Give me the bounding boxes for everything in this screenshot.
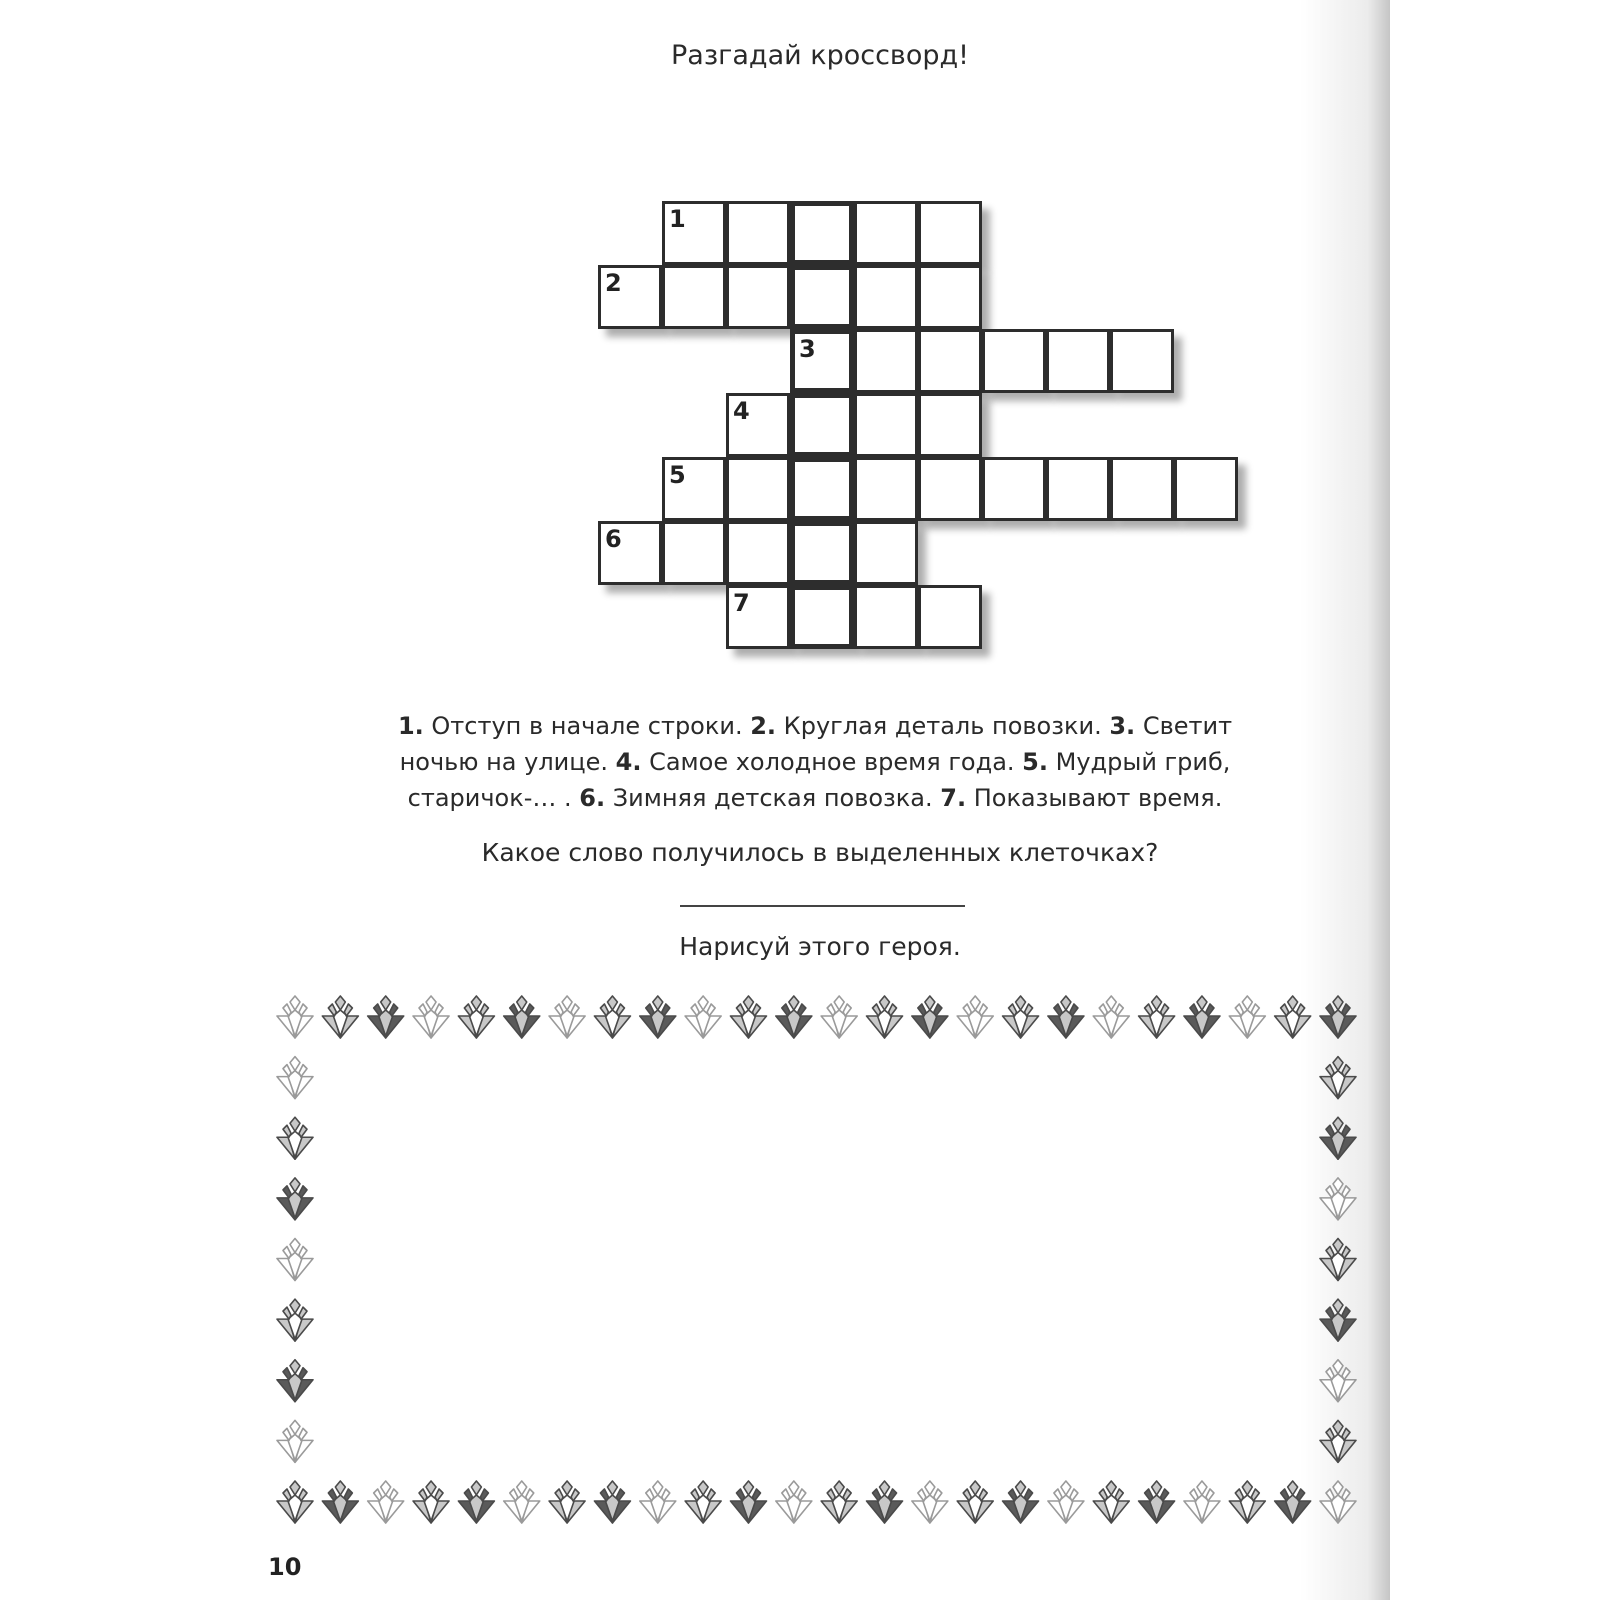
ice-crystal-flower-icon xyxy=(1184,996,1220,1038)
ice-crystal-flower-icon xyxy=(730,1481,766,1523)
clue-number: 5 xyxy=(669,461,686,489)
clue-number: 7 xyxy=(733,589,750,617)
clue-number: 2 xyxy=(605,269,622,297)
ice-crystal-flower-icon xyxy=(1139,996,1175,1038)
ice-crystal-flower-icon xyxy=(1320,1360,1356,1402)
ice-crystal-flower-icon xyxy=(957,1481,993,1523)
ice-crystal-flower-icon xyxy=(867,996,903,1038)
ice-crystal-flower-icon xyxy=(277,1481,313,1523)
ice-crystal-flower-icon xyxy=(1320,1239,1356,1281)
clue-number: 3. xyxy=(1109,712,1136,740)
clue-text: Круглая деталь повозки. xyxy=(776,712,1110,740)
ice-crystal-flower-icon xyxy=(867,1481,903,1523)
clue-number: 1. xyxy=(397,712,424,740)
clue-text: Светит ночью на улице. xyxy=(399,712,1233,776)
ice-crystal-flower-icon xyxy=(685,1481,721,1523)
ice-crystal-flower-icon xyxy=(1229,1481,1265,1523)
draw-caption: Нарисуй этого героя. xyxy=(679,932,961,961)
ice-crystal-flower-icon xyxy=(1139,1481,1175,1523)
drawing-area[interactable] xyxy=(330,1060,1290,1480)
clue-text: Самое холодное время года. xyxy=(641,748,1023,776)
ice-crystal-flower-icon xyxy=(1003,996,1039,1038)
ice-crystal-flower-icon xyxy=(776,1481,812,1523)
ice-crystal-flower-icon xyxy=(1093,996,1129,1038)
ice-crystal-flower-icon xyxy=(685,996,721,1038)
ice-crystal-flower-icon xyxy=(277,1178,313,1220)
ice-crystal-flower-icon xyxy=(594,996,630,1038)
ice-crystal-flower-icon xyxy=(1320,1178,1356,1220)
ice-crystal-flower-icon xyxy=(1048,996,1084,1038)
clue-number: 5. xyxy=(1022,748,1048,776)
ice-crystal-flower-icon xyxy=(322,996,358,1038)
ice-crystal-flower-icon xyxy=(776,996,812,1038)
ice-crystal-flower-icon xyxy=(458,1481,494,1523)
ice-crystal-flower-icon xyxy=(640,1481,676,1523)
ice-crystal-flower-icon xyxy=(821,996,857,1038)
clue-number: 6 xyxy=(605,525,622,553)
ice-crystal-flower-icon xyxy=(1320,1117,1356,1159)
ice-crystal-flower-icon xyxy=(413,996,449,1038)
ice-crystal-flower-icon xyxy=(1320,1299,1356,1341)
ice-crystal-flower-icon xyxy=(1093,1481,1129,1523)
ice-crystal-flower-icon xyxy=(549,996,585,1038)
ice-crystal-flower-icon xyxy=(730,996,766,1038)
ice-crystal-flower-icon xyxy=(277,1239,313,1281)
page-number: 10 xyxy=(268,1553,302,1581)
ice-crystal-flower-icon xyxy=(1048,1481,1084,1523)
clue-number: 6. xyxy=(579,784,606,812)
clue-number: 4 xyxy=(733,397,750,425)
ice-crystal-flower-icon xyxy=(368,996,404,1038)
clue-text: Показывают время. xyxy=(966,784,1223,812)
ice-crystal-flower-icon xyxy=(912,996,948,1038)
ice-crystal-flower-icon xyxy=(277,996,313,1038)
ice-crystal-flower-icon xyxy=(1184,1481,1220,1523)
ice-crystal-flower-icon xyxy=(1003,1481,1039,1523)
page-title: Разгадай кроссворд! xyxy=(671,40,969,71)
ice-crystal-flower-icon xyxy=(1229,996,1265,1038)
ice-crystal-flower-icon xyxy=(957,996,993,1038)
ice-crystal-flower-icon xyxy=(504,1481,540,1523)
ice-crystal-flower-icon xyxy=(458,996,494,1038)
ice-crystal-flower-icon xyxy=(277,1117,313,1159)
clue-number: 7. xyxy=(940,784,967,812)
ice-crystal-flower-icon xyxy=(322,1481,358,1523)
ice-crystal-flower-icon xyxy=(821,1481,857,1523)
clue-number: 4. xyxy=(615,748,642,776)
ice-crystal-flower-icon xyxy=(912,1481,948,1523)
ice-crystal-flower-icon xyxy=(413,1481,449,1523)
ice-crystal-flower-icon xyxy=(1320,996,1356,1038)
clue-text: Мудрый гриб, старичок-… . xyxy=(407,748,1231,812)
ice-crystal-flower-icon xyxy=(504,996,540,1038)
ice-crystal-flower-icon xyxy=(277,1057,313,1099)
ice-crystal-flower-icon xyxy=(1275,1481,1311,1523)
ice-crystal-flower-icon xyxy=(594,1481,630,1523)
clue-number: 2. xyxy=(750,712,777,740)
clue-text: Отступ в начале строки. xyxy=(423,712,751,740)
question-text: Какое слово получилось в выделенных клеточках? xyxy=(481,838,1159,867)
clue-number: 3 xyxy=(799,335,816,363)
ice-crystal-flower-icon xyxy=(368,1481,404,1523)
ice-crystal-flower-icon xyxy=(549,1481,585,1523)
ice-crystal-flower-icon xyxy=(277,1299,313,1341)
ice-crystal-flower-icon xyxy=(1275,996,1311,1038)
ice-crystal-flower-icon xyxy=(640,996,676,1038)
clue-text: Зимняя детская повозка. xyxy=(605,784,941,812)
ice-crystal-flower-icon xyxy=(1320,1420,1356,1462)
ice-crystal-flower-icon xyxy=(277,1420,313,1462)
clue-number: 1 xyxy=(669,205,686,233)
ice-crystal-flower-icon xyxy=(1320,1057,1356,1099)
ice-crystal-flower-icon xyxy=(1320,1481,1356,1523)
ice-crystal-flower-icon xyxy=(277,1360,313,1402)
